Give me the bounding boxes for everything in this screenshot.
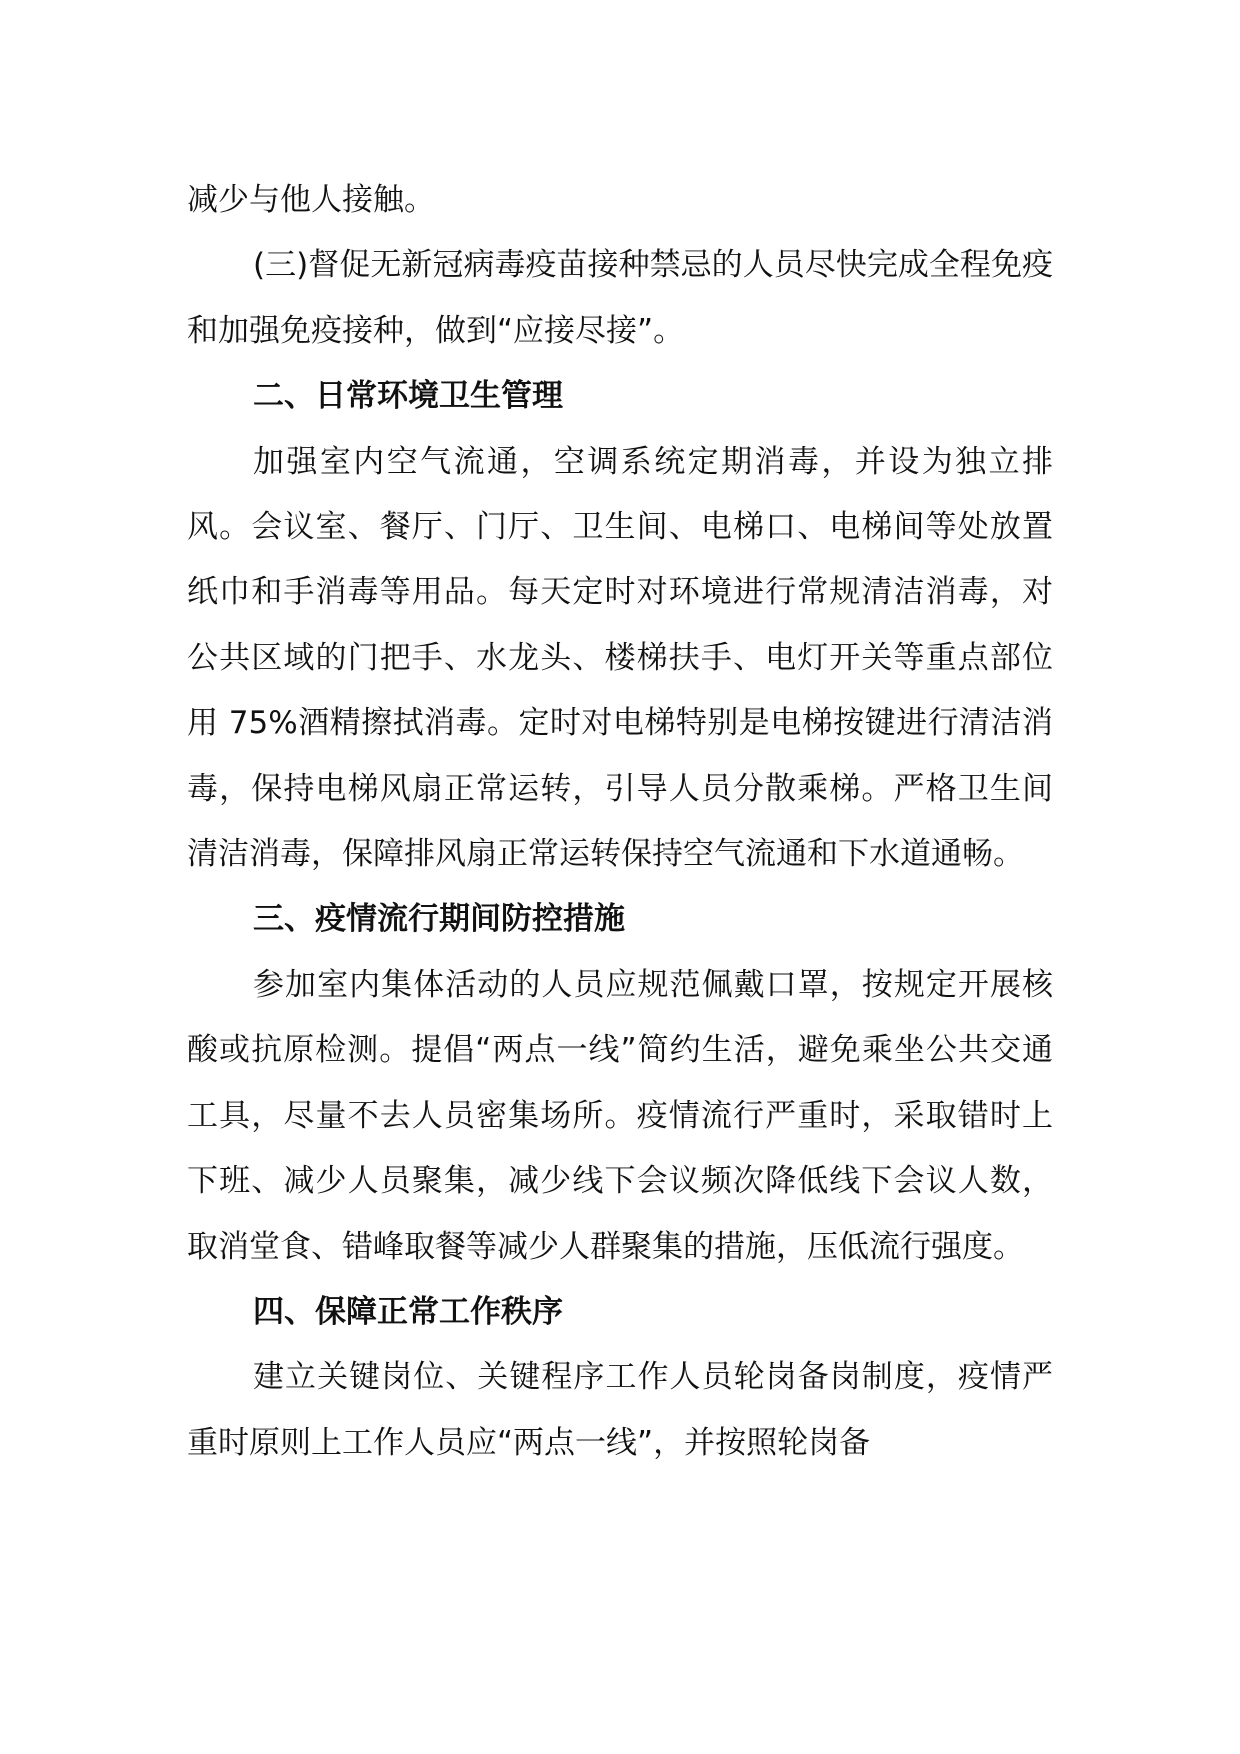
paragraph-environment: 加强室内空气流通，空调系统定期消毒，并设为独立排风。会议室、餐厅、门厅、卫生间、电梯口、电梯间等处放置纸巾和手消毒等用品。每天定时对环境进行常规清洁消毒，对公共区域的门把手、水龙头、楼梯扶手、电灯开关等重点部位用 75%酒精擦拭消毒。定时对电梯特别是电梯按键进行清洁消毒，保持电梯风扇正常运转，引导人员分散乘梯。严格卫生间清洁消毒，保障排风扇正常运转保持空气流通和下水道通畅。 — [187, 443, 1053, 873]
document-body — [187, 168, 1053, 1476]
paragraph-work-order: 建立关键岗位、关键程序工作人员轮岗备岗制度，疫情严重时原则上工作人员应“两点一线”，并按照轮岗备 — [187, 1359, 1053, 1461]
section-heading-work-order: 四、保障正常工作秩序 — [253, 1293, 563, 1330]
paragraph-vaccination: (三)督促无新冠病毒疫苗接种禁忌的人员尽快完成全程免疫和加强免疫接种，做到“应接尽接”。 — [187, 247, 1053, 349]
paragraph-continuation: 减少与他人接触。 — [187, 182, 435, 218]
paragraph-epidemic-measures: 参加室内集体活动的人员应规范佩戴口罩，按规定开展核酸或抗原检测。提倡“两点一线”简约生活，避免乘坐公共交通工具，尽量不去人员密集场所。疫情流行严重时，采取错时上下班、减少人员聚集，减少线下会议频次降低线下会议人数，取消堂食、错峰取餐等减少人群聚集的措施，压低流行强度。 — [187, 966, 1053, 1265]
section-heading-epidemic-measures: 三、疫情流行期间防控措施 — [253, 901, 625, 938]
section-heading-environment: 二、日常环境卫生管理 — [253, 378, 563, 415]
